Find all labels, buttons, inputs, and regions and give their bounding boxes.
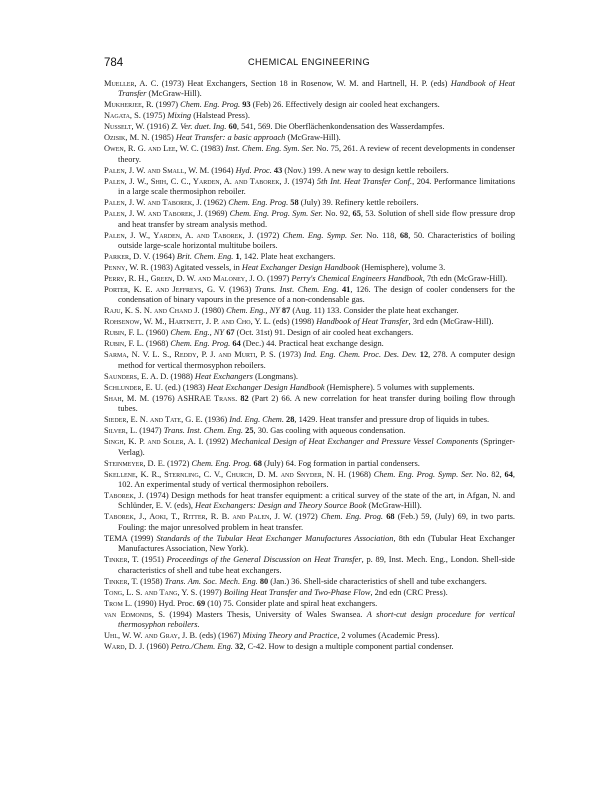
reference-entry	[104, 144, 515, 165]
reference-text: (1975)	[140, 111, 168, 121]
reference-title: A short-cut design procedure for vertical thermosyphon reboilers.	[118, 609, 515, 630]
reference-text: (1960)	[143, 328, 171, 338]
reference-text: No. 92,	[322, 209, 353, 219]
reference-author: Skellene, K. R., Sternling, C. V., Church, D. M. and Snyder, N. H.	[104, 469, 346, 479]
reference-title: Handbook of Heat Transfer	[118, 79, 515, 99]
reference-volume: 32	[235, 642, 244, 652]
reference-entry	[104, 285, 515, 306]
reference-volume: 80	[259, 576, 269, 586]
reference-entry	[104, 231, 515, 252]
reference-author: Palen, J. W., Yarden, A. and Taborek, J.	[104, 230, 254, 240]
reference-entry	[104, 133, 515, 143]
reference-title: Ind. Eng. Chem. Proc. Des. Dev.	[303, 350, 417, 360]
reference-title: Inst. Chem. Eng. Sym. Ser.	[225, 144, 314, 154]
reference-text: (1973) Heat Exchangers, Section 18 in Rosenow, W. M. and Hartnell, H. P. (eds)	[158, 79, 451, 88]
reference-title: Mixing	[167, 111, 192, 121]
reference-title: Proceedings of the General Discussion on Heat Transfer	[166, 555, 362, 565]
reference-author: Owen, R. G. and Lee, W. C.	[104, 144, 199, 154]
reference-volume: 58	[290, 198, 299, 208]
reference-entry	[104, 642, 515, 652]
reference-text: , p. 89, Inst. Mech. Eng., London. Shell-side characteristics of shell and tube heat exchangers.	[118, 555, 516, 575]
reference-title: Heat Exchangers: Design and Theory Source Book	[195, 501, 367, 511]
reference-author: Rohsenow, W. M., Hartnett, J. P. and Cho, Y. L.	[104, 317, 271, 327]
reference-entry	[104, 631, 515, 641]
reference-author: Trom L.	[104, 598, 133, 608]
reference-text: (Oct. 31st) 91. Design of air cooled heat exchangers.	[234, 328, 414, 338]
reference-text: , 1429. Heat transfer and pressure drop of liquids in tubes.	[294, 415, 490, 425]
reference-text: , 50. Characteristics of boiling outside large-scale horizontal multitube boilers.	[118, 230, 516, 251]
reference-author: Saunders, E. A. D.	[104, 371, 169, 381]
reference-volume: 1	[235, 252, 240, 262]
reference-author: Palen, J. W. and Taborek, J.	[104, 198, 202, 208]
reference-title: Chem. Eng. Symp. Ser.	[282, 230, 363, 240]
reference-title: Chem. Eng. Prog.	[228, 198, 289, 208]
reference-volume: 87	[281, 306, 291, 316]
reference-author: Mukherjee, R.	[104, 100, 154, 110]
reference-text: (1997)	[153, 100, 181, 110]
reference-text: (eds) (1998)	[270, 317, 317, 327]
reference-title: Standards of the Tubular Heat Exchanger Manufactures Association	[156, 533, 394, 543]
reference-title: Heat Exchanger Design Handbook	[241, 263, 360, 273]
reference-text: (1951)	[138, 555, 167, 565]
reference-text: (1992)	[203, 437, 231, 447]
reference-text: , 7th edn (McGraw-Hill).	[422, 274, 508, 284]
reference-title: 5th Int. Heat Transfer Conf.	[316, 176, 413, 186]
reference-title: Chem. Eng. Prog.	[180, 100, 241, 110]
reference-author: Rubin, F. L.	[104, 328, 144, 338]
reference-title: Brit. Chem. Eng.	[176, 252, 234, 262]
reference-entry	[104, 555, 515, 576]
reference-author: Taborek, J.	[104, 491, 144, 501]
reference-author: Silver, L.	[104, 426, 138, 436]
reference-author: Uhl, W. W. and Gray, J. B.	[104, 631, 198, 641]
page-number: 784	[104, 57, 124, 69]
reference-text: (Springer-Verlag).	[118, 437, 515, 457]
reference-author: Nagata, S.	[104, 111, 141, 121]
reference-entry	[104, 415, 515, 425]
reference-entry	[104, 306, 515, 316]
reference-text: (1968)	[345, 469, 374, 479]
reference-text: , 2 volumes (Academic Press).	[337, 631, 440, 641]
reference-text: (1964)	[209, 165, 236, 175]
reference-text: (1974)	[289, 176, 317, 186]
reference-entry	[104, 177, 515, 198]
reference-author: Ward, D. J.	[104, 642, 145, 652]
reference-text: (1976) ASHRAE	[149, 393, 214, 403]
reference-volume: 41	[341, 285, 351, 295]
reference-entry	[104, 577, 515, 587]
reference-text: (Halstead Press).	[191, 111, 250, 121]
reference-text: (1983)	[198, 144, 226, 154]
reference-text: (Aug. 11) 133. Consider the plate heat exchanger.	[290, 306, 459, 316]
reference-text: , 8th edn (Tubular Heat Exchanger Manufactures Association, New York).	[118, 533, 516, 554]
reference-text: (1980)	[199, 306, 227, 316]
reference-text: (1990) Hyd. Proc.	[132, 598, 197, 608]
reference-author: Schlunder, E. U.	[104, 382, 163, 392]
reference-author: Ozisik, M. N.	[104, 133, 150, 143]
reference-author: Raju, K. S. N. and Chand J.	[104, 306, 200, 316]
reference-entry	[104, 383, 515, 393]
reference-author: Mueller, A. C.	[104, 79, 159, 88]
reference-text: , 102. An experimental study of vertical thermosiphon reboilers.	[118, 469, 516, 490]
reference-text: (1988)	[168, 371, 195, 381]
reference-author: Taborek, J., Aoki, T., Ritter, R. B. and Palen, J. W.	[104, 512, 293, 522]
reference-text: (July) 64. Fog formation in partial condensers.	[261, 458, 420, 468]
reference-title: Chem. Eng., NY	[170, 328, 225, 338]
reference-text: (1974) Design methods for heat transfer equipment: a critical survey of the state of the art, in Afgan, N. and Schlünder, E. V. (eds),	[118, 491, 515, 511]
reference-title: Ind. Eng. Chem.	[229, 415, 284, 425]
reference-entry	[104, 599, 515, 609]
reference-entry	[104, 512, 515, 533]
reference-entry	[104, 198, 515, 208]
reference-text: (1972)	[253, 230, 283, 240]
reference-title: Heat Transfer: a basic approach	[175, 133, 286, 143]
reference-entry	[104, 534, 515, 555]
reference-entry	[104, 339, 515, 349]
reference-text: (Hemisphere). 5 volumes with supplements.	[324, 382, 475, 392]
reference-entry	[104, 588, 515, 598]
reference-text: (1973)	[275, 350, 304, 360]
reference-text: , 3rd edn (McGraw-Hill).	[408, 317, 494, 327]
reference-text: (1999)	[127, 533, 157, 543]
reference-author: Penny, W. R.	[104, 263, 149, 273]
reference-entry	[104, 274, 515, 284]
reference-text: (1983) Agitated vessels, in	[148, 263, 242, 273]
reference-text: (1969)	[202, 209, 230, 219]
reference-title: Chem. Eng. Prog.	[170, 339, 231, 349]
reference-title: Petro./Chem. Eng.	[170, 642, 233, 652]
reference-entry	[104, 350, 515, 371]
reference-volume: 67	[226, 328, 235, 338]
reference-volume: 12	[419, 350, 429, 360]
reference-title: Boiling Heat Transfer and Two-Phase Flow	[223, 587, 371, 597]
reference-title: Chem. Eng. Prog. Symp. Ser.	[373, 469, 474, 479]
reference-text: (Part 2) 66. A new correlation for heat transfer during boiling flow through tubes.	[118, 393, 516, 414]
reference-title: Chem. Eng., NY	[226, 306, 280, 316]
reference-entry	[104, 459, 515, 469]
reference-text: (1968)	[143, 339, 171, 349]
reference-volume: 68	[399, 230, 409, 240]
reference-text: , 278. A computer design method for vertical thermosyphon reboilers.	[118, 350, 516, 370]
reference-text: No. 75, 261. A review of recent developments in condenser theory.	[118, 144, 516, 164]
reference-entry	[104, 252, 515, 262]
reference-text: , 142. Plate heat exchangers.	[239, 252, 336, 262]
reference-text: (1972)	[164, 458, 192, 468]
running-title: CHEMICAL ENGINEERING	[247, 57, 370, 67]
reference-text: (1958)	[138, 576, 165, 586]
reference-text: (1994) Masters Thesis, University of Wales Swansea.	[165, 609, 367, 619]
reference-title: Perry's Chemical Engineers Handbook	[291, 274, 423, 284]
reference-title: Hyd. Proc.	[235, 165, 272, 175]
reference-author: Rubin, F. L.	[104, 339, 144, 349]
reference-text: (McGraw-Hill).	[285, 133, 341, 143]
reference-text: (1936)	[202, 415, 230, 425]
reference-text: (1997)	[264, 274, 292, 284]
reference-author: Tinker, T.	[104, 555, 139, 565]
reference-volume: 68	[386, 512, 395, 522]
reference-author: Perry, R. H., Green, D. W. and Maloney, J. O.	[104, 274, 265, 284]
reference-text: (1964)	[150, 252, 177, 262]
reference-entry	[104, 79, 515, 100]
reference-text: (1916)	[144, 122, 172, 132]
reference-author: Tinker, T.	[104, 576, 139, 586]
reference-volume: 28	[286, 415, 295, 425]
reference-text: (McGraw-Hill).	[146, 89, 202, 99]
reference-title: Trans. Am. Soc. Mech. Eng.	[164, 576, 258, 586]
reference-text: , 53. Solution of shell side flow pressure drop and heat transfer by stream analysis method.	[118, 209, 516, 229]
reference-title: Trans. Inst. Chem. Eng.	[163, 426, 244, 436]
reference-entry	[104, 470, 515, 491]
reference-text: , 2nd edn (CRC Press).	[370, 587, 448, 597]
reference-author: Sieder, E. N. and Tate, G. E.	[104, 415, 203, 425]
reference-volume: 64	[232, 339, 241, 349]
reference-entry	[104, 437, 515, 458]
reference-entry	[104, 166, 515, 176]
reference-volume: 82	[240, 393, 249, 403]
reference-title: Z. Ver. duet. Ing.	[171, 122, 227, 132]
reference-text: (Feb.) 59, (July) 69, in two parts. Fouling: the major unresolved problem in heat transfer.	[118, 512, 515, 532]
reference-text: (1960)	[144, 642, 171, 652]
reference-title: Mechanical Design of Heat Exchanger and Pressure Vessel Components	[230, 437, 479, 447]
reference-entry	[104, 263, 515, 273]
reference-text: , 126. The design of cooler condensers for the condensation of binary vapours in the presence of a non-condensable gas.	[118, 285, 515, 305]
reference-title: Chem. Eng. Prog.	[320, 512, 384, 522]
reference-text: , C-42. How to design a multiple component partial condenser.	[243, 642, 454, 652]
reference-text: No. 118,	[362, 230, 400, 240]
reference-volume: 69	[196, 598, 206, 608]
reference-entry	[104, 372, 515, 382]
reference-volume: 60	[228, 122, 237, 132]
reference-text: (10) 75. Consider plate and spiral heat exchangers.	[205, 598, 378, 608]
reference-title: Handbook of Heat Transfer	[316, 317, 409, 327]
reference-author: TEMA	[104, 533, 128, 543]
reference-text: (Longmans).	[252, 371, 298, 381]
reference-author: Palen, J. W., Shih, C. C., Yarden, A. and Taborek, J.	[104, 176, 290, 186]
reference-text: , 204. Performance limitations in a large scale thermosiphon reboiler.	[118, 176, 515, 197]
reference-author: Trans.	[213, 393, 238, 403]
reference-title: Chem. Eng. Prog.	[191, 458, 252, 468]
reference-text: (Dec.) 44. Practical heat exchange design.	[240, 339, 384, 349]
reference-entry	[104, 328, 515, 338]
reference-list	[104, 79, 515, 653]
reference-entry	[104, 122, 515, 132]
reference-text: (1972)	[292, 512, 321, 522]
reference-text: (July) 39. Refinery kettle reboilers.	[298, 198, 419, 208]
reference-text: (Hemisphere), volume 3.	[359, 263, 446, 273]
reference-entry	[104, 426, 515, 436]
reference-text: (1963)	[225, 285, 255, 295]
reference-author: Palen, J. W. and Taborek, J.	[104, 209, 203, 219]
reference-text: , 30. Gas cooling with aqueous condensation.	[253, 426, 406, 436]
reference-volume: 64	[504, 469, 513, 479]
reference-author: Singh, K. P. and Soler, A. I.	[104, 437, 204, 447]
reference-volume: 65	[352, 209, 361, 219]
reference-text: (1985)	[149, 133, 176, 143]
reference-title: Mixing Theory and Practice	[242, 631, 338, 641]
reference-author: Palen, J. W. and Small, W. M.	[104, 165, 210, 175]
reference-text: (Nov.) 199. A new way to design kettle reboilers.	[282, 165, 449, 175]
reference-volume: 25	[245, 426, 254, 436]
reference-author: Tong, L. S. and Tang, Y. S.	[104, 587, 198, 597]
reference-volume: 68	[253, 458, 262, 468]
reference-entry	[104, 100, 515, 110]
reference-title: Heat Exchangers	[194, 371, 253, 381]
reference-volume: 43	[273, 165, 283, 175]
reference-text: (1947)	[137, 426, 164, 436]
reference-text: , 541, 569. Die Oberflächenkondensation des Wasserdampfes.	[236, 122, 445, 132]
reference-author: Nusselt, W.	[104, 122, 145, 132]
reference-entry	[104, 209, 515, 230]
reference-text: (eds) (1967)	[197, 631, 243, 641]
reference-author: Shah, M. M.	[104, 393, 150, 403]
reference-author: Steinmeyer, D. E.	[104, 458, 165, 468]
reference-text: No. 82,	[473, 469, 505, 479]
reference-entry	[104, 610, 515, 631]
reference-text: (1997)	[197, 587, 224, 597]
reference-entry	[104, 317, 515, 327]
reference-author: Porter, K. E. and Jeffreys, G. V.	[104, 285, 226, 295]
reference-text: (Jan.) 36. Shell-side characteristics of shell and tube exchangers.	[268, 576, 487, 586]
reference-entry	[104, 394, 515, 415]
reference-entry	[104, 111, 515, 121]
reference-title: Chem. Eng. Prog. Sym. Ser.	[229, 209, 323, 219]
reference-text: (ed.) (1983)	[162, 382, 208, 392]
reference-author: Parker, D. V.	[104, 252, 151, 262]
reference-author: Sarma, N. V. L. S., Reddy, P. J. and Murti, P. S.	[104, 350, 276, 360]
reference-text: (1962)	[201, 198, 229, 208]
reference-title: Trans. Inst. Chem. Eng.	[254, 285, 339, 295]
page-header	[104, 56, 514, 70]
reference-author: van Edmonds, S.	[104, 609, 166, 619]
reference-text: (McGraw-Hill).	[366, 501, 422, 511]
reference-text: (Feb) 26. Effectively design air cooled heat exchangers.	[250, 100, 440, 110]
reference-title: Heat Exchanger Design Handbook	[207, 382, 325, 392]
reference-volume: 93	[242, 100, 251, 110]
reference-entry	[104, 491, 515, 512]
